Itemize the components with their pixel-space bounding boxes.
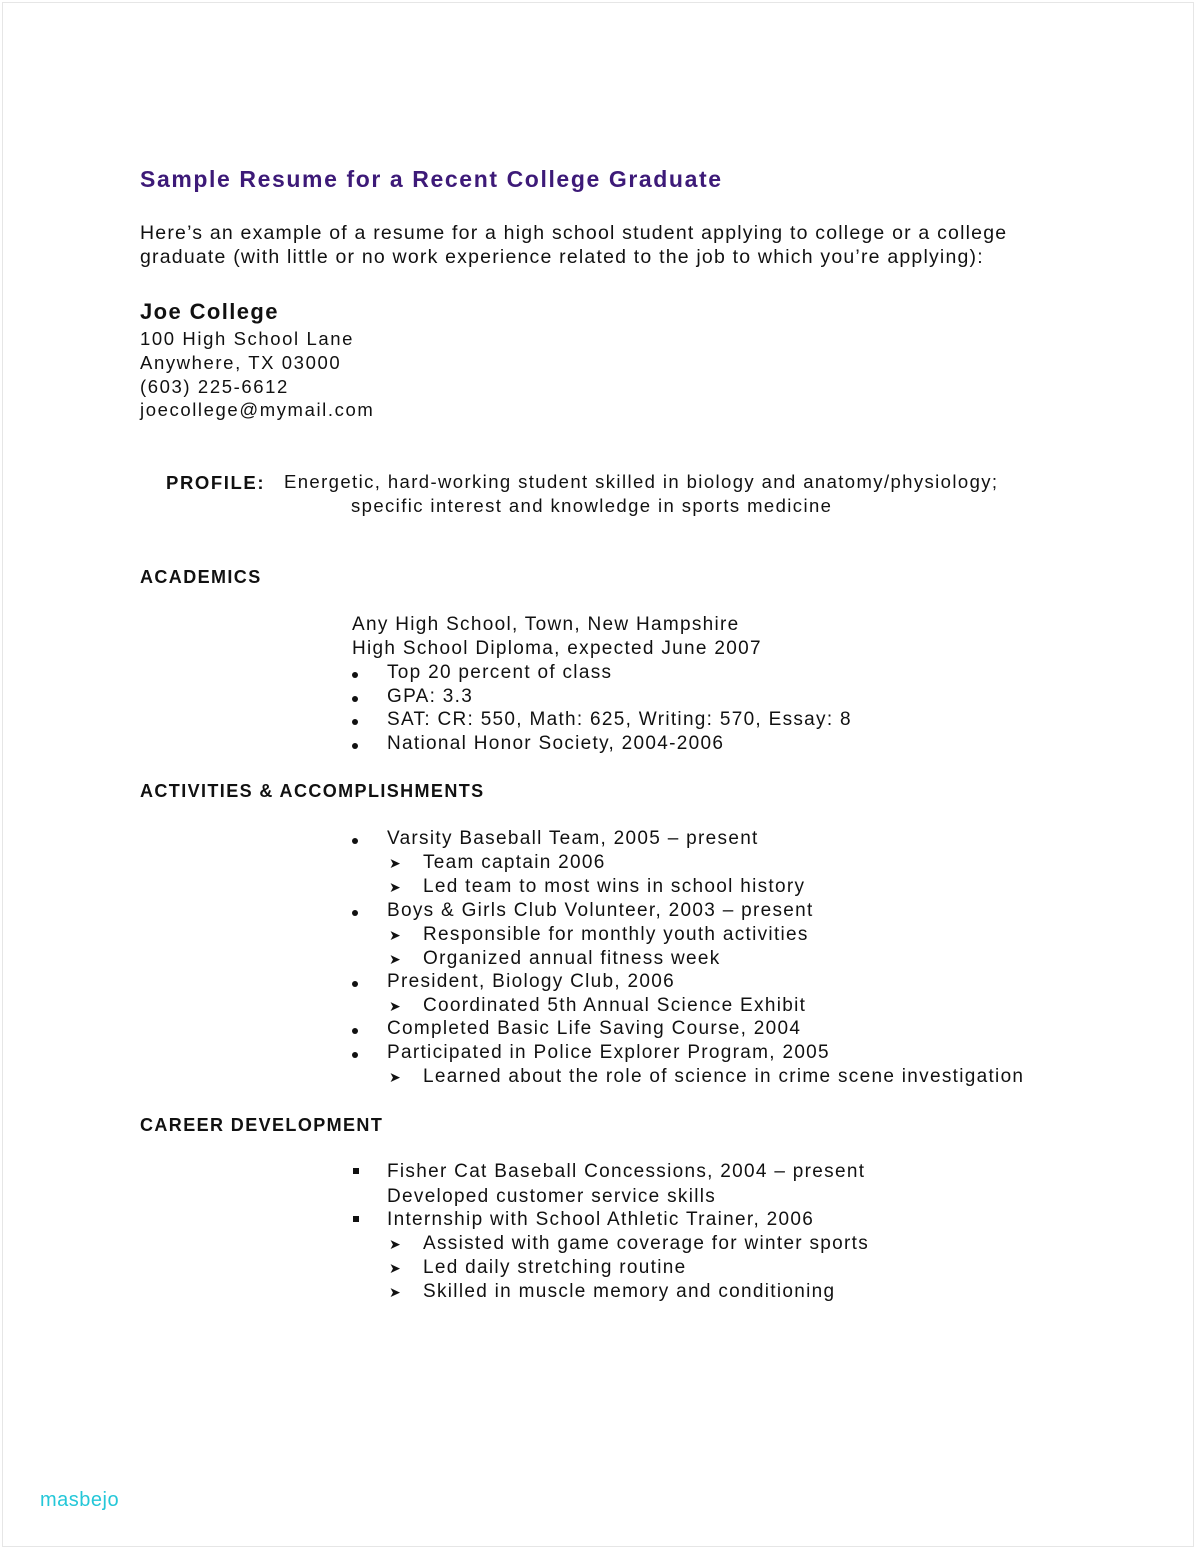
square-bullet-icon <box>353 1168 359 1174</box>
candidate-name: Joe College <box>140 299 279 324</box>
activity-item: Completed Basic Life Saving Course, 2004 <box>387 1018 802 1039</box>
document-title: Sample Resume for a Recent College Graduate <box>140 166 723 192</box>
academic-item: SAT: CR: 550, Math: 625, Writing: 570, Essay: 8 <box>387 709 852 730</box>
activity-item: Varsity Baseball Team, 2005 – present <box>387 828 759 849</box>
arrow-bullet-icon: ➤ <box>389 1261 401 1277</box>
activity-subitem: Responsible for monthly youth activities <box>423 924 809 945</box>
arrow-bullet-icon: ➤ <box>389 880 401 896</box>
activity-item: Participated in Police Explorer Program, 2005 <box>387 1042 830 1063</box>
watermark: masbejo <box>40 1489 120 1511</box>
bullet-icon <box>352 910 358 916</box>
arrow-bullet-icon: ➤ <box>389 1285 401 1301</box>
arrow-bullet-icon: ➤ <box>389 928 401 944</box>
activities-heading: ACTIVITIES & ACCOMPLISHMENTS <box>140 781 485 801</box>
arrow-bullet-icon: ➤ <box>389 856 401 872</box>
intro-line-2: graduate (with little or no work experience related to the job to which you’re applying): <box>140 246 984 268</box>
academic-item: GPA: 3.3 <box>387 686 474 707</box>
activity-subitem: Team captain 2006 <box>423 852 606 873</box>
career-subitem: Skilled in muscle memory and conditioning <box>423 1281 836 1302</box>
school-name: Any High School, Town, New Hampshire <box>352 614 740 635</box>
career-subitem: Led daily stretching routine <box>423 1257 687 1278</box>
profile-line-1: Energetic, hard-working student skilled in biology and anatomy/physiology; <box>284 471 999 492</box>
profile-label: PROFILE: <box>166 472 266 493</box>
bullet-icon <box>352 838 358 844</box>
phone-number: (603) 225-6612 <box>140 376 289 397</box>
activity-subitem: Coordinated 5th Annual Science Exhibit <box>423 995 807 1016</box>
activity-subitem: Learned about the role of science in crime scene investigation <box>423 1066 1025 1087</box>
diploma: High School Diploma, expected June 2007 <box>352 638 762 659</box>
academics-heading: ACADEMICS <box>140 567 262 587</box>
career-item: Internship with School Athletic Trainer, 2006 <box>387 1209 815 1230</box>
activity-item: Boys & Girls Club Volunteer, 2003 – present <box>387 900 814 921</box>
bullet-icon <box>352 1028 358 1034</box>
activity-subitem: Organized annual fitness week <box>423 948 721 969</box>
activity-subitem: Led team to most wins in school history <box>423 876 806 897</box>
bullet-icon <box>352 672 358 678</box>
email-address: joecollege@mymail.com <box>140 399 375 420</box>
bullet-icon <box>352 981 358 987</box>
square-bullet-icon <box>353 1216 359 1222</box>
arrow-bullet-icon: ➤ <box>389 952 401 968</box>
profile-line-2: specific interest and knowledge in sports medicine <box>351 495 833 516</box>
address-city: Anywhere, TX 03000 <box>140 352 342 373</box>
bullet-icon <box>352 696 358 702</box>
bullet-icon <box>352 719 358 725</box>
career-subitem: Assisted with game coverage for winter sports <box>423 1233 870 1254</box>
academic-item: Top 20 percent of class <box>387 662 613 683</box>
career-heading: CAREER DEVELOPMENT <box>140 1115 384 1135</box>
academic-item: National Honor Society, 2004-2006 <box>387 733 725 754</box>
career-item: Fisher Cat Baseball Concessions, 2004 – present <box>387 1161 866 1182</box>
bullet-icon <box>352 743 358 749</box>
arrow-bullet-icon: ➤ <box>389 999 401 1015</box>
intro-line-1: Here’s an example of a resume for a high school student applying to college or a college <box>140 222 1008 244</box>
bullet-icon <box>352 1052 358 1058</box>
arrow-bullet-icon: ➤ <box>389 1070 401 1086</box>
address-street: 100 High School Lane <box>140 328 355 349</box>
arrow-bullet-icon: ➤ <box>389 1237 401 1253</box>
activity-item: President, Biology Club, 2006 <box>387 971 676 992</box>
career-item-note: Developed customer service skills <box>387 1186 717 1207</box>
